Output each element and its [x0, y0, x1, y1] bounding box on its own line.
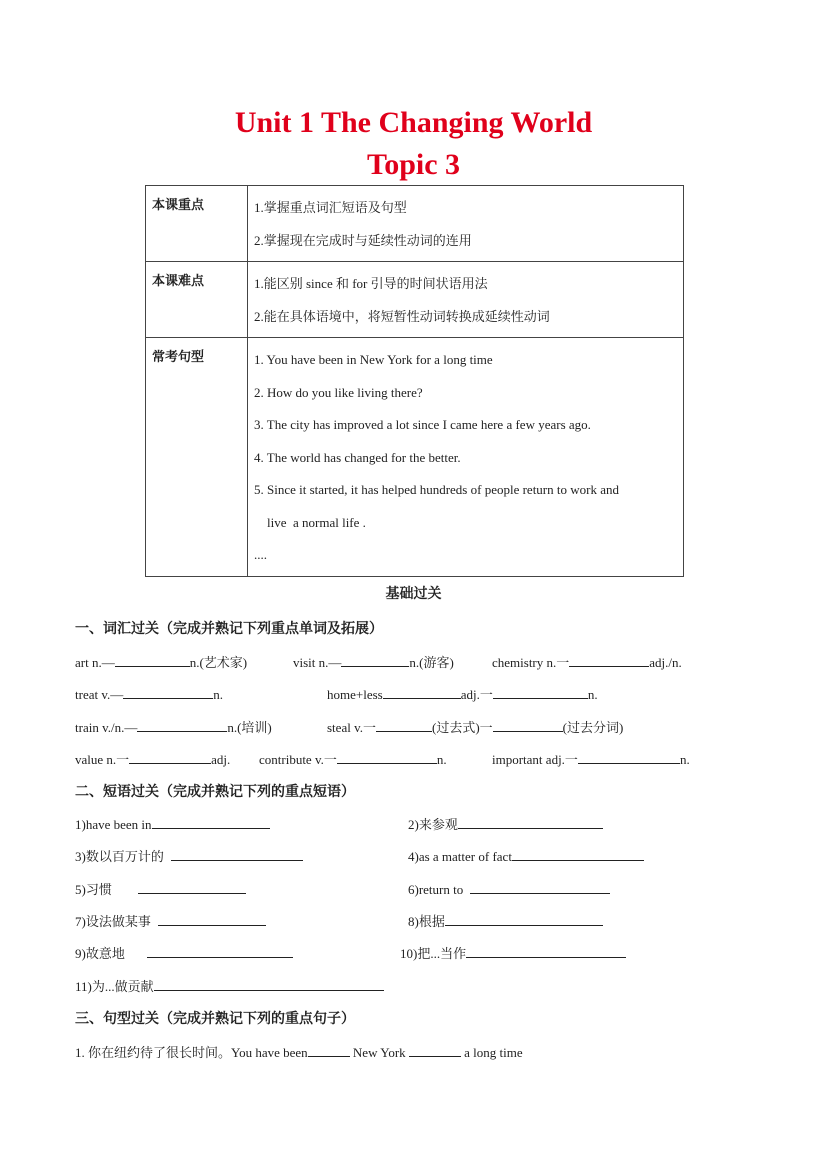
blank[interactable] [445, 911, 603, 926]
blank[interactable] [409, 1042, 461, 1057]
page-title: Unit 1 The Changing World [234, 106, 593, 139]
list-item: live a normal life . [254, 514, 366, 530]
vocab-item: train v./n.— n.(培训) [75, 717, 272, 737]
list-item: 1.能区别 since 和 for 引导的时间状语用法 [254, 276, 488, 291]
list-item: 2.能在具体语境中，将短暂性动词转换成延续性动词 [254, 308, 550, 324]
table-row [146, 262, 684, 338]
list-item: 5. Since it started, it has helped hundreds of people return to work and [254, 482, 619, 497]
blank[interactable] [578, 749, 680, 764]
phrase-item: 2)来参观 [408, 814, 603, 834]
page-subtitle: Topic 3 [366, 148, 461, 181]
table-row [146, 338, 684, 577]
blank[interactable] [138, 879, 246, 894]
blank[interactable] [376, 717, 432, 732]
table-row [146, 186, 684, 262]
row-label: 常考句型 [146, 338, 248, 577]
blank[interactable] [154, 976, 384, 991]
sentence-item: 1. 你在纽约待了很长时间。You have been New York a long time [75, 1042, 523, 1062]
phrase-item: 11)为...做贡献 [75, 976, 384, 996]
vocab-item: chemistry n.一 adj./n. [492, 652, 682, 672]
list-item: 2.掌握现在完成时与延续性动词的连用 [254, 232, 472, 248]
blank[interactable] [458, 814, 603, 829]
phrase-item: 7)设法做某事 [75, 911, 266, 931]
blank[interactable] [466, 943, 626, 958]
sentences-heading: 三、句型过关（完成并熟记下列的重点句子） [75, 1011, 355, 1027]
vocab-item: important adj.一 n. [492, 749, 690, 769]
blank[interactable] [152, 814, 270, 829]
phrase-item: 8)根据 [408, 911, 603, 931]
focus-table [145, 185, 684, 577]
list-item: 4. The world has changed for the better. [254, 449, 461, 465]
vocab-item: value n.一 adj. [75, 749, 230, 769]
blank[interactable] [137, 717, 227, 732]
blank[interactable] [171, 846, 303, 861]
row-content [248, 338, 684, 577]
blank[interactable] [569, 652, 649, 667]
blank[interactable] [470, 879, 610, 894]
row-label: 本课重点 [146, 186, 248, 262]
phrase-item: 1)have been in [75, 814, 270, 834]
row-label: 本课难点 [146, 262, 248, 338]
blank[interactable] [341, 652, 409, 667]
phrase-item: 6)return to [408, 879, 610, 899]
blank[interactable] [493, 684, 588, 699]
row-content [248, 262, 684, 338]
phrase-item: 5)习惯 [75, 879, 246, 899]
blank[interactable] [123, 684, 213, 699]
vocab-item: visit n.— n.(游客) [293, 652, 454, 672]
blank[interactable] [337, 749, 437, 764]
phrases-heading: 二、短语过关（完成并熟记下列的重点短语） [75, 784, 355, 800]
vocab-item: steal v.一 (过去式)一 (过去分词) [327, 717, 623, 737]
list-item: .... [254, 547, 267, 562]
vocab-heading: 一、词汇过关（完成并熟记下列重点单词及拓展） [75, 621, 383, 637]
phrase-item: 10)把...当作 [400, 943, 626, 963]
row-content [248, 186, 684, 262]
phrase-item: 4)as a matter of fact [408, 846, 644, 866]
blank[interactable] [308, 1042, 350, 1057]
list-item: 3. The city has improved a lot since I came here a few years ago. [254, 417, 591, 432]
blank[interactable] [158, 911, 266, 926]
blank[interactable] [129, 749, 211, 764]
vocab-item: contribute v.一 n. [259, 749, 447, 769]
vocab-item: treat v.— n. [75, 684, 223, 704]
blank[interactable] [383, 684, 461, 699]
phrase-item: 9)故意地 [75, 943, 293, 963]
phrase-item: 3)数以百万计的 [75, 846, 303, 866]
list-item: 2. How do you like living there? [254, 384, 423, 400]
blank[interactable] [493, 717, 563, 732]
blank[interactable] [512, 846, 644, 861]
section-heading: 基础过关 [385, 586, 442, 602]
vocab-item: art n.— n.(艺术家) [75, 652, 247, 672]
list-item: 1. You have been in New York for a long time [254, 352, 493, 367]
blank[interactable] [115, 652, 190, 667]
blank[interactable] [147, 943, 293, 958]
vocab-item: home+less adj.一 n. [327, 684, 598, 704]
list-item: 1.掌握重点词汇短语及句型 [254, 200, 407, 215]
